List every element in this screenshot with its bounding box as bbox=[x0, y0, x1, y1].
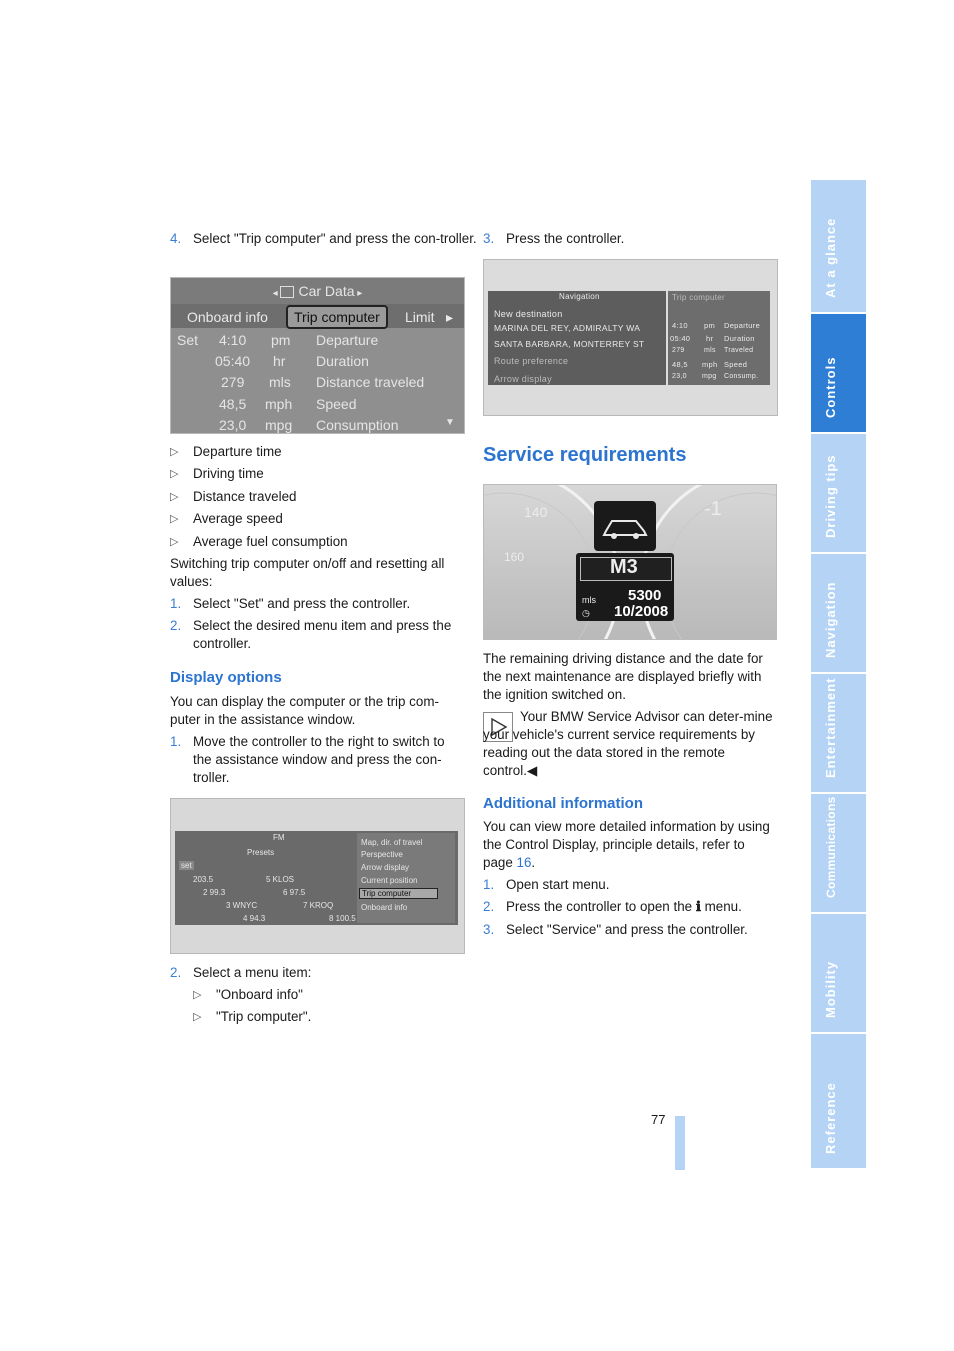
trip-computer-screenshot bbox=[170, 277, 465, 434]
list-item: ▷ "Trip computer". bbox=[193, 1009, 312, 1024]
page-link[interactable]: 16 bbox=[516, 855, 532, 870]
triangle-bullet-icon: ▷ bbox=[193, 1011, 202, 1023]
step-r2: 2. Press the controller to open the ℹ menu. bbox=[483, 899, 742, 915]
step-2: 2. Select the desired menu item and press the controller. bbox=[170, 618, 452, 651]
page-number: 77 bbox=[651, 1112, 666, 1127]
screen-row: Set 4:10 pm Departure bbox=[177, 332, 379, 348]
additional-information-heading: Additional information bbox=[483, 795, 643, 812]
tab-trip-computer: Trip computer bbox=[286, 305, 388, 329]
service-text: The remaining driving distance and the date for the next maintenance are displayed briefly with the ignition switched on. bbox=[483, 651, 763, 702]
service-display bbox=[576, 553, 674, 621]
info-icon: ℹ bbox=[695, 899, 701, 915]
tab-mobility[interactable]: Mobility bbox=[811, 914, 866, 1032]
step-3: 3. Press the controller. bbox=[483, 231, 625, 246]
display-options-text: You can display the computer or the trip com-puter in the assistance window. bbox=[170, 694, 439, 727]
list-item: ▷ Departure time bbox=[170, 444, 282, 459]
display-options-heading: Display options bbox=[170, 669, 282, 686]
car-service-icon bbox=[594, 501, 656, 551]
triangle-bullet-icon: ▷ bbox=[193, 989, 202, 1001]
arrow-right-icon: ▸ bbox=[446, 309, 454, 325]
unit-label: mls bbox=[582, 595, 596, 605]
tab-onboard-info: Onboard info bbox=[187, 309, 268, 325]
additional-text: You can view more detailed information by using the Control Display, principle details, refer to page 16. bbox=[483, 819, 770, 870]
end-mark-icon: ◀ bbox=[526, 763, 538, 778]
scroll-down-icon: ▼ bbox=[445, 417, 455, 428]
svg-text:140: 140 bbox=[524, 504, 548, 520]
model-label: M3 bbox=[610, 556, 638, 578]
step-b1: 1. Move the controller to the right to switch to the assistance window and press the con-troller. bbox=[170, 734, 445, 785]
service-requirements-heading: Service requirements bbox=[483, 444, 687, 466]
svg-text:160: 160 bbox=[504, 550, 525, 564]
switching-text: Switching trip computer on/off and resetting all values: bbox=[170, 556, 445, 589]
tab-navigation[interactable]: Navigation bbox=[811, 554, 866, 672]
list-item: ▷ Average speed bbox=[170, 511, 283, 526]
step-4: 4. Select "Trip computer" and press the con-troller. bbox=[170, 231, 477, 246]
step-b2: 2. Select a menu item: bbox=[170, 965, 312, 980]
clock-icon: ◷ bbox=[582, 608, 590, 618]
tab-at-a-glance[interactable]: At a glance bbox=[811, 180, 866, 312]
screen-row: 279 mls Distance traveled bbox=[221, 374, 425, 390]
tab-driving-tips[interactable]: Driving tips bbox=[811, 434, 866, 552]
screen-row: 23,0 mpg Consumption ▼ bbox=[219, 417, 455, 433]
screen-row: 05:40 hr Duration bbox=[215, 353, 369, 369]
triangle-bullet-icon: ▷ bbox=[170, 536, 179, 548]
svg-text:-1: -1 bbox=[704, 498, 722, 520]
page-number-marker bbox=[675, 1116, 685, 1170]
tab-controls[interactable]: Controls bbox=[811, 314, 866, 432]
triangle-bullet-icon: ▷ bbox=[170, 468, 179, 480]
step-r3: 3. Select "Service" and press the controller. bbox=[483, 922, 748, 937]
car-data-icon bbox=[280, 286, 294, 298]
triangle-bullet-icon: ▷ bbox=[170, 513, 179, 525]
list-item: ▷ Driving time bbox=[170, 466, 264, 481]
navigation-panel bbox=[488, 291, 666, 385]
service-date: 10/2008 bbox=[614, 603, 669, 620]
service-car-icon-panel bbox=[594, 501, 656, 551]
screen-row: 48,5 mph Speed bbox=[219, 396, 357, 412]
tab-reference[interactable]: Reference bbox=[811, 1034, 866, 1168]
tab-communications[interactable]: Communications bbox=[811, 794, 866, 912]
list-item: ▷ Average fuel consumption bbox=[170, 534, 348, 549]
screen-tabs bbox=[171, 304, 464, 328]
instrument-cluster-image bbox=[483, 484, 777, 640]
assistance-window-screenshot: FM Presets set 203.5 5 KLOS 2 99.3 6 97.5 3 WNYC 7 KROQ 4 94.3 8 100.5 Map, dir. of travel Perspective Arrow display Current position Trip computer Onboard info bbox=[170, 798, 465, 954]
list-item: ▷ Distance traveled bbox=[170, 489, 297, 504]
step-r1: 1. Open start menu. bbox=[483, 877, 610, 892]
remaining-distance: 5300 bbox=[628, 587, 662, 604]
note-text: Your BMW Service Advisor can deter-mine your vehicle's current service requirements by reading out the data stored in the remote control.◀ bbox=[483, 709, 773, 778]
step-1: 1. Select "Set" and press the controller. bbox=[170, 596, 411, 611]
list-item: ▷ "Onboard info" bbox=[193, 987, 303, 1002]
triangle-bullet-icon: ▷ bbox=[170, 491, 179, 503]
triangle-bullet-icon: ▷ bbox=[170, 446, 179, 458]
tab-limit: Limit bbox=[405, 309, 435, 325]
screen-header: ◂ Car Data ▸ bbox=[171, 278, 464, 304]
tab-entertainment[interactable]: Entertainment bbox=[811, 674, 866, 792]
navigation-trip-screenshot: Navigation Trip computer New destination MARINA DEL REY, ADMIRALTY WA SANTA BARBARA, MONTERREY ST Route preference Arrow display 4:10 pm Departure 05:40 hr Duration 279 mls Traveled 48,5 mph Speed 23,0 mpg Consump. bbox=[483, 259, 778, 416]
